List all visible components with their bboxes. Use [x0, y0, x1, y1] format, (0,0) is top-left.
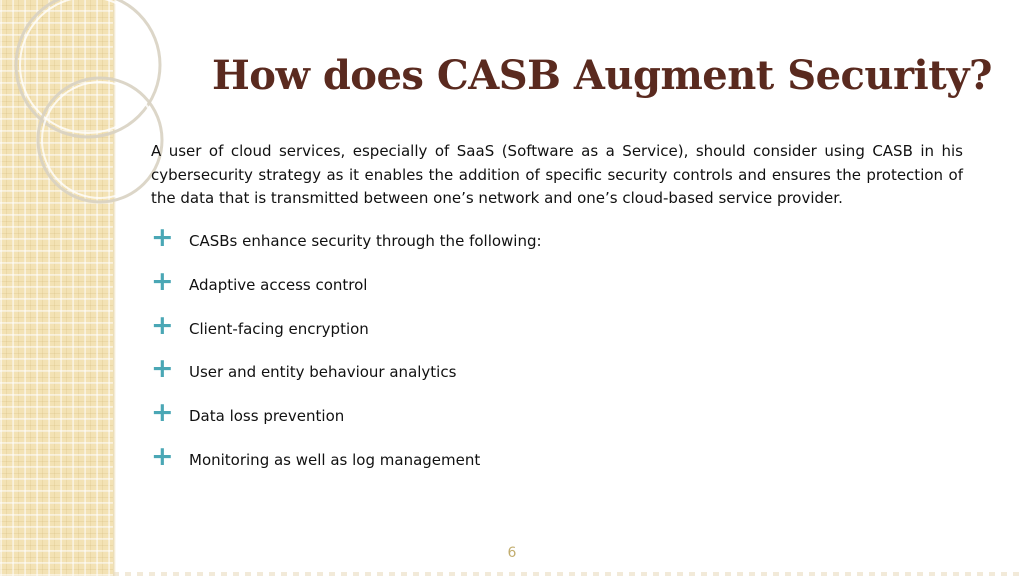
bullet-text: Client-facing encryption — [189, 319, 369, 338]
bullet-list — [151, 222, 963, 491]
bullet-text: CASBs enhance security through the following: — [189, 232, 542, 250]
bullet-text: Data loss prevention — [189, 407, 345, 426]
bullet-text: User and entity behaviour analytics — [189, 363, 457, 382]
bullet-item — [151, 397, 963, 447]
plus-icon: + — [151, 397, 174, 429]
page-number: 6 — [507, 545, 517, 561]
bullet-text: Adaptive access control — [189, 275, 368, 294]
plus-icon: + — [151, 353, 174, 385]
bullet-item — [151, 440, 963, 491]
bullet-text: Monitoring as well as log management — [189, 450, 481, 469]
bullet-item — [151, 222, 963, 272]
intro-paragraph: A user of cloud services, especially of SaaS (Software as a Service), should consider using CASB in his cybersecurity strategy as it enables the addition of specific security controls and ensures the protection of the data that is transmitted between one’s network and one’s cloud-based service provider. — [151, 142, 963, 207]
plus-icon: + — [151, 222, 174, 253]
plus-icon: + — [151, 265, 174, 297]
bullet-item — [151, 265, 963, 316]
slide-title: How does CASB Augment Security? — [212, 52, 992, 99]
plus-icon: + — [151, 440, 174, 472]
plus-icon: + — [151, 309, 174, 341]
bullet-item — [151, 309, 963, 360]
bottom-decorative-strip — [113, 572, 1024, 576]
bullet-item — [151, 353, 963, 403]
ring-ornament-icon — [0, 0, 180, 260]
